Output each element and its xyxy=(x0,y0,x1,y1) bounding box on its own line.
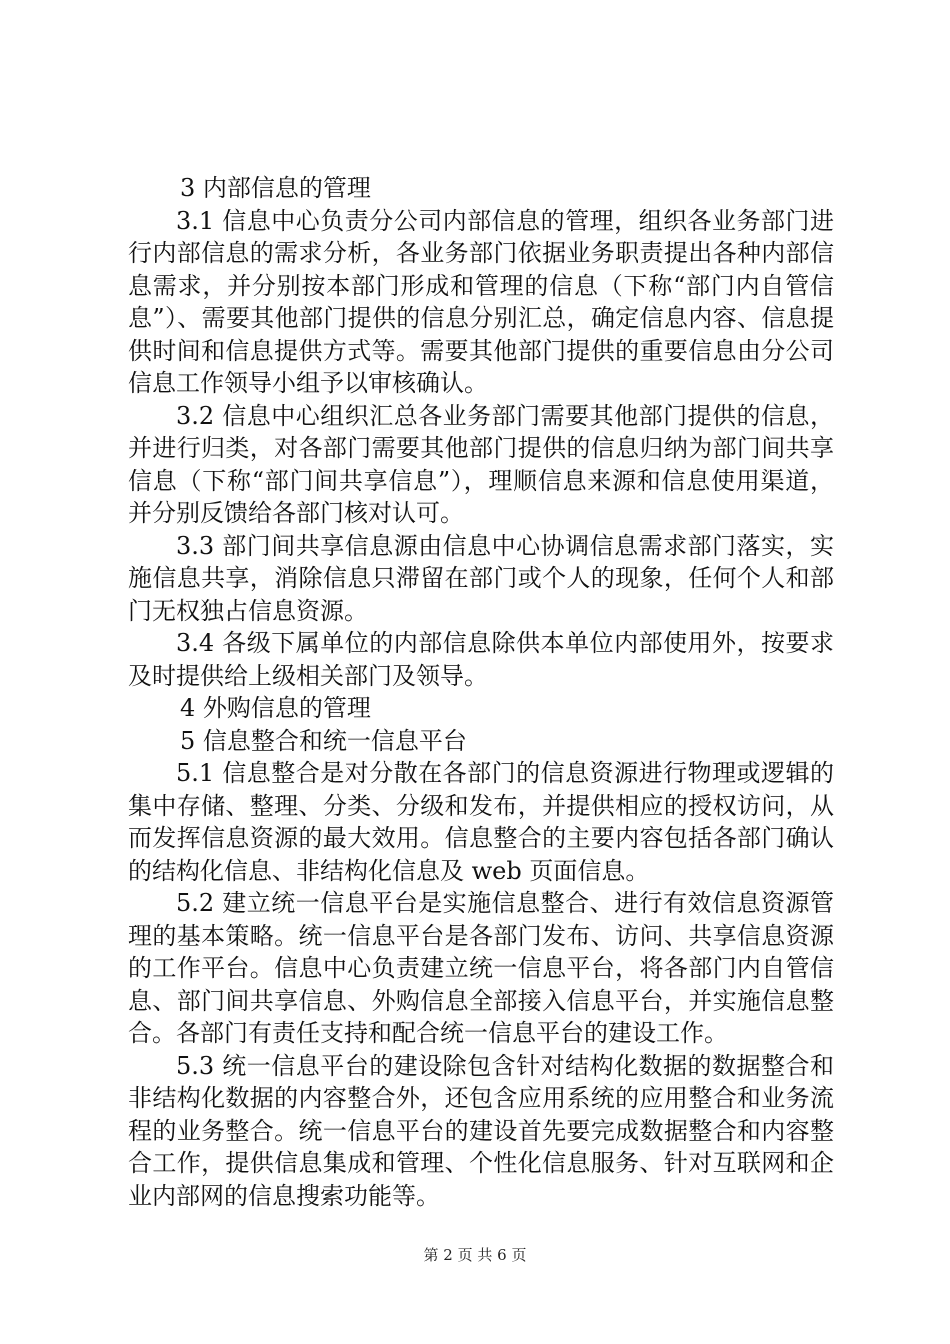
paragraph-3-3: 3.3 部门间共享信息源由信息中心协调信息需求部门落实，实施信息共享，消除信息只滞留在部门或个人的现象，任何个人和部门无权独占信息资源。 xyxy=(128,531,834,625)
section-heading-3: 3 内部信息的管理 xyxy=(180,174,371,202)
document-body xyxy=(128,172,834,1212)
paragraph-3-4: 3.4 各级下属单位的内部信息除供本单位内部使用外，按要求及时提供给上级相关部门及领导。 xyxy=(128,629,834,690)
paragraph-3-2: 3.2 信息中心组织汇总各业务部门需要其他部门提供的信息，并进行归类，对各部门需要其他部门提供的信息归纳为部门间共享信息（下称“部门间共享信息”），理顺信息来源和信息使用渠道，并分别反馈给各部门核对认可。 xyxy=(128,401,834,527)
paragraph-3-1: 3.1 信息中心负责分公司内部信息的管理，组织各业务部门进行内部信息的需求分析，各业务部门依据业务职责提出各种内部信息需求，并分别按本部门形成和管理的信息（下称“部门内自管信息”）、需要其他部门提供的信息分别汇总，确定信息内容、信息提供时间和信息提供方式等。需要其他部门提供的重要信息由分公司信息工作领导小组予以审核确认。 xyxy=(128,206,834,397)
section-heading-4: 4 外购信息的管理 xyxy=(180,694,371,722)
section-heading-5: 5 信息整合和统一信息平台 xyxy=(180,726,467,755)
paragraph-5-2: 5.2 建立统一信息平台是实施信息整合、进行有效信息资源管理的基本策略。统一信息平台是各部门发布、访问、共享信息资源的工作平台。信息中心负责建立统一信息平台，将各部门内自管信息、部门间共享信息、外购信息全部接入信息平台，并实施信息整合。各部门有责任支持和配合统一信息平台的建设工作。 xyxy=(128,889,834,1047)
paragraph-5-1: 5.1 信息整合是对分散在各部门的信息资源进行物理或逻辑的集中存储、整理、分类、分级和发布，并提供相应的授权访问，从而发挥信息资源的最大效用。信息整合的主要内容包括各部门确认的结构化信息、非结构化信息及 web 页面信息。 xyxy=(128,759,834,885)
page-number-footer: 第 2 页 共 6 页 xyxy=(423,1246,527,1264)
paragraph-5-3: 5.3 统一信息平台的建设除包含针对结构化数据的数据整合和非结构化数据的内容整合外，还包含应用系统的应用整合和业务流程的业务整合。统一信息平台的建设首先要完成数据整合和内容整合工作，提供信息集成和管理、个性化信息服务、针对互联网和企业内部网的信息搜索功能等。 xyxy=(128,1051,834,1210)
